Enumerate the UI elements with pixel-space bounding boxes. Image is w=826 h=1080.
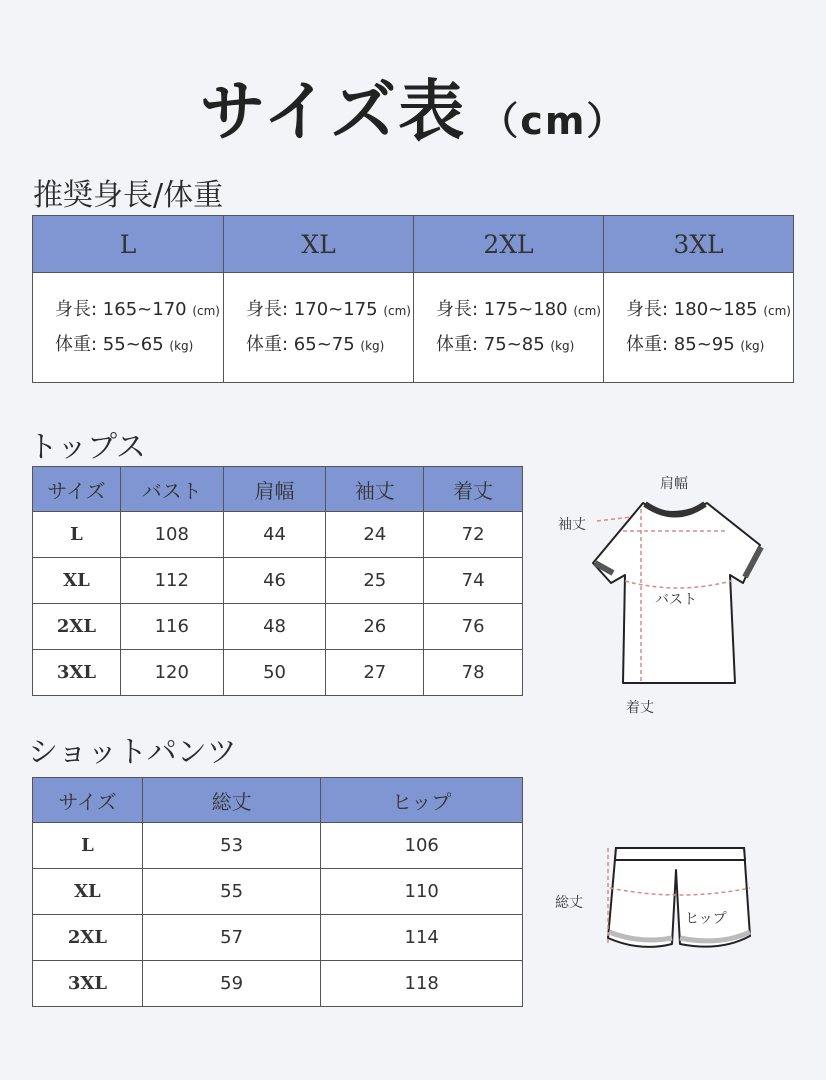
recommended-cell: 身長: 180~185 (cm) 体重: 85~95 (kg): [604, 273, 794, 383]
tshirt-length-label: 着丈: [626, 700, 654, 716]
tops-size-cell: L: [33, 512, 121, 558]
tops-size-table: [32, 466, 523, 696]
shorts-hip-label: ヒップ: [685, 911, 727, 927]
tops-heading: トップス: [28, 430, 146, 465]
recommended-cell: 身長: 170~175 (cm) 体重: 65~75 (kg): [224, 273, 414, 383]
tops-size-cell: XL: [33, 558, 121, 604]
shorts-column-header: サイズ: [33, 778, 143, 823]
shorts-value-cell: 114: [321, 915, 523, 961]
shorts-value-cell: 106: [321, 823, 523, 869]
table-row: [33, 558, 523, 604]
shorts-size-cell: XL: [33, 869, 143, 915]
table-row: [33, 512, 523, 558]
tops-column-header: バスト: [120, 467, 223, 512]
shorts-value-cell: 118: [321, 961, 523, 1007]
table-row: [33, 823, 523, 869]
tops-column-header: サイズ: [33, 467, 121, 512]
tops-value-cell: 27: [326, 650, 424, 696]
tops-value-cell: 78: [424, 650, 523, 696]
tops-value-cell: 112: [120, 558, 223, 604]
tops-column-header: 着丈: [424, 467, 523, 512]
tops-value-cell: 116: [120, 604, 223, 650]
tops-value-cell: 50: [223, 650, 326, 696]
tshirt-shoulder-label: 肩幅: [660, 476, 688, 492]
recommended-cell: 身長: 165~170 (cm) 体重: 55~65 (kg): [33, 273, 224, 383]
shorts-diagram: [600, 840, 760, 955]
table-row: [33, 915, 523, 961]
tops-size-cell: 2XL: [33, 604, 121, 650]
tops-value-cell: 108: [120, 512, 223, 558]
tshirt-sleeve-label: 袖丈: [558, 517, 586, 533]
shorts-heading: ショットパンツ: [28, 735, 237, 770]
recommended-size-header: L: [33, 216, 224, 273]
shorts-size-cell: 2XL: [33, 915, 143, 961]
table-row: [33, 961, 523, 1007]
shorts-column-header: 総丈: [142, 778, 321, 823]
recommended-cell: 身長: 175~180 (cm) 体重: 75~85 (kg): [414, 273, 604, 383]
tops-value-cell: 24: [326, 512, 424, 558]
shorts-length-label: 総丈: [555, 895, 583, 911]
table-row: [33, 869, 523, 915]
tops-value-cell: 74: [424, 558, 523, 604]
tops-value-cell: 26: [326, 604, 424, 650]
recommended-heading: 推奨身長/体重: [33, 178, 224, 213]
shorts-value-cell: 55: [142, 869, 321, 915]
tops-value-cell: 46: [223, 558, 326, 604]
tops-value-cell: 120: [120, 650, 223, 696]
shorts-size-cell: L: [33, 823, 143, 869]
shorts-value-cell: 53: [142, 823, 321, 869]
shorts-size-cell: 3XL: [33, 961, 143, 1007]
tops-size-cell: 3XL: [33, 650, 121, 696]
table-row: [33, 604, 523, 650]
table-row: [33, 650, 523, 696]
shorts-value-cell: 57: [142, 915, 321, 961]
tshirt-bust-label: バスト: [655, 592, 697, 608]
shorts-value-cell: 59: [142, 961, 321, 1007]
tops-value-cell: 44: [223, 512, 326, 558]
tops-value-cell: 76: [424, 604, 523, 650]
shorts-column-header: ヒップ: [321, 778, 523, 823]
recommended-table: [32, 215, 794, 383]
tops-column-header: 肩幅: [223, 467, 326, 512]
shorts-size-table: [32, 777, 523, 1007]
tops-value-cell: 25: [326, 558, 424, 604]
tops-value-cell: 72: [424, 512, 523, 558]
tops-value-cell: 48: [223, 604, 326, 650]
page-title: サイズ表 （cm）: [199, 73, 627, 150]
recommended-size-header: 2XL: [414, 216, 604, 273]
tops-column-header: 袖丈: [326, 467, 424, 512]
recommended-size-header: 3XL: [604, 216, 794, 273]
recommended-size-header: XL: [224, 216, 414, 273]
shorts-value-cell: 110: [321, 869, 523, 915]
